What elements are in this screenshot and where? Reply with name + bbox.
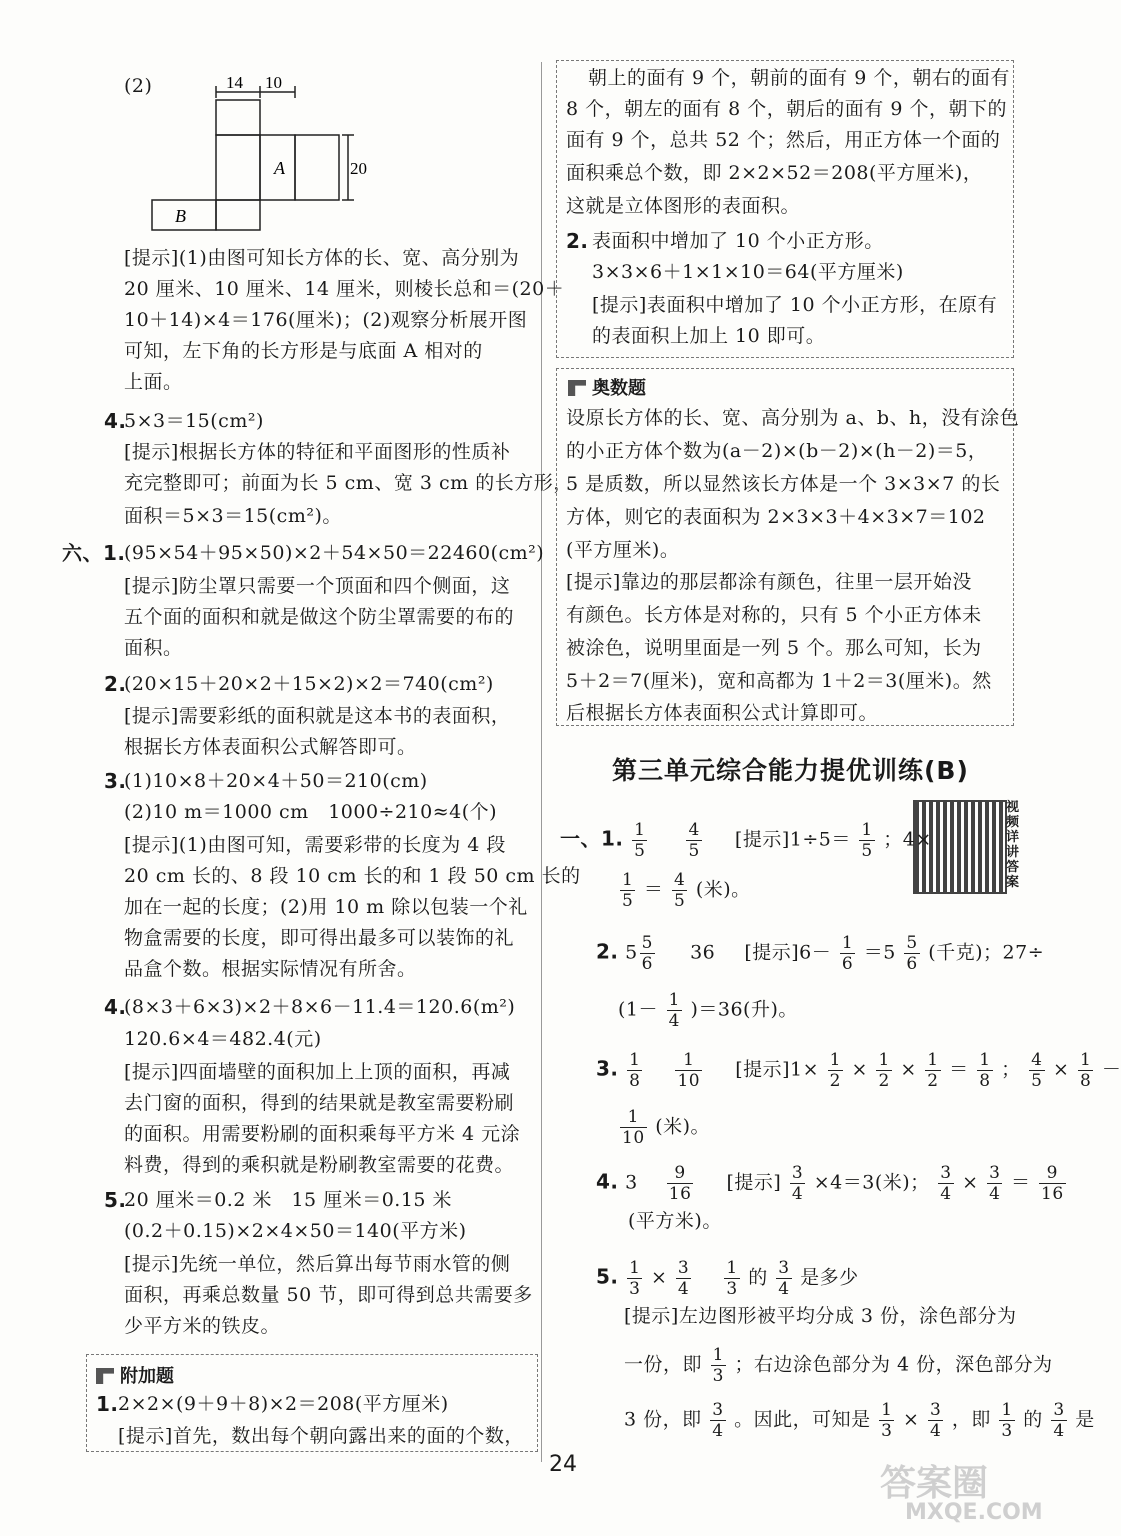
hint-line: [提示]根据长方体的特征和平面图形的性质补	[124, 441, 511, 463]
fraction: $\frac{1}{10}$	[677, 1050, 701, 1091]
hint-line: 20 厘米、10 厘米、14 厘米，则棱长总和＝(20＋	[124, 278, 565, 300]
dim-20-label: 20	[350, 159, 367, 178]
hint-line: 上面。	[124, 371, 183, 393]
answer-line: 3×3×6＋1×1×10＝64(平方厘米)	[592, 261, 904, 283]
hint-line: 物盒需要的长度，即可得出最多可以装饰的礼	[124, 927, 515, 949]
figure-label: (2)	[124, 75, 153, 97]
hint-line: 料费，得到的乘积就是粉刷教室需要的花费。	[124, 1154, 515, 1176]
fraction: $\frac{1}{2}$	[878, 1050, 890, 1091]
answer-line: 2×2×(9＋9＋8)×2＝208(平方厘米)	[118, 1393, 449, 1415]
hint-line: 品盒个数。根据实际情况有所舍。	[124, 958, 417, 980]
fraction: $\frac{1}{3}$	[712, 1345, 724, 1386]
answer-row: 一、1. $\frac{1}{5}$ $\frac{4}{5}$ [提示]1÷5＝ $\frac{1}{5}$ ；4×	[560, 820, 932, 861]
fraction: $\frac{3}{4}$	[989, 1163, 1001, 1204]
question-number: 2.	[566, 229, 589, 253]
hint-line: [提示](1)由图可知，需要彩带的长度为 4 段	[124, 834, 506, 856]
answer-row: 2. 5 $\frac{5}{6}$ 36 [提示]6－ $\frac{1}{6}$ ＝5 $\frac{5}{6}$ (千克)；27÷	[596, 933, 1045, 974]
answer-line: (20×15＋20×2＋15×2)×2＝740(cm²)	[124, 673, 494, 695]
fraction: $\frac{1}{3}$	[629, 1258, 641, 1299]
hint-line: 五个面的面积和就是做这个防尘罩需要的布的	[124, 606, 515, 628]
hint-line: [提示]四面墙壁的面积加上上顶的面积，再减	[124, 1061, 511, 1083]
fraction: $\frac{9}{16}$	[668, 1163, 692, 1204]
answer-line: (1)10×8＋20×4＋50＝210(cm)	[124, 770, 428, 792]
hint-line: 5＋2＝7(厘米)，宽和高都为 1＋2＝3(厘米)。然	[566, 670, 992, 692]
olympiad-title: 奥数题	[568, 374, 646, 400]
hint-line: 充完整即可；前面为长 5 cm、宽 3 cm 的长方形，	[124, 472, 573, 494]
question-number: 3.	[104, 769, 127, 793]
answer-row: (平方米)。	[628, 1210, 722, 1232]
hint-line: 少平方米的铁皮。	[124, 1315, 281, 1337]
answer-line: (0.2＋0.15)×2×4×50＝140(平方米)	[124, 1220, 467, 1242]
answer-line: 120.6×4＝482.4(元)	[124, 1028, 322, 1050]
fraction: $\frac{1}{3}$	[1001, 1400, 1013, 1441]
question-number: 5.	[104, 1188, 127, 1212]
dim-10-label: 10	[265, 73, 282, 92]
unfolded-cuboid-figure	[150, 70, 380, 240]
hint-line: [提示]需要彩纸的面积就是这本书的表面积，	[124, 705, 511, 727]
hint-line: 3 份，即 $\frac{3}{4}$ 。因此，可知是 $\frac{1}{3}$ × $\frac{3}{4}$ ，即 $\frac{1}{3}$ 的 $\frac{3}{4}$ 是	[624, 1400, 1095, 1441]
text-line: 设原长方体的长、宽、高分别为 a、b、h，没有涂色	[566, 407, 1020, 429]
unit-title: 第三单元综合能力提优训练(B)	[612, 756, 969, 785]
section-icon	[96, 1368, 114, 1384]
hint-line: 加在一起的长度；(2)用 10 m 除以包装一个礼	[124, 896, 528, 918]
hint-line: 被涂色，说明里面是一列 5 个。那么可知，长为	[566, 637, 982, 659]
fraction: $\frac{3}{4}$	[1053, 1400, 1065, 1441]
fraction: $\frac{1}{2}$	[927, 1050, 939, 1091]
watermark-url: MXQE.COM	[905, 1500, 1043, 1525]
column-divider	[541, 62, 542, 1462]
question-number: 4.	[104, 409, 127, 433]
fraction: $\frac{1}{5}$	[634, 820, 646, 861]
text-line: 朝上的面有 9 个，朝前的面有 9 个，朝右的面有	[588, 67, 1010, 89]
fraction: $\frac{4}{5}$	[673, 870, 686, 911]
fraction: $\frac{3}{4}$	[712, 1400, 724, 1441]
hint-line: [提示]靠边的那层都涂有颜色，往里一层开始没	[566, 571, 972, 593]
text-line: 8 个，朝左的面有 8 个，朝后的面有 9 个，朝下的	[566, 98, 1007, 120]
hint-line: [提示]首先，数出每个朝向露出来的面的个数，	[118, 1425, 524, 1447]
hint-line: 后根据长方体表面积公式计算即可。	[566, 702, 879, 724]
section-icon	[568, 380, 586, 396]
fraction: $\frac{3}{4}$	[940, 1163, 952, 1204]
fraction: $\frac{5}{6}$	[641, 933, 653, 974]
answer-line: 5×3＝15(cm²)	[124, 410, 264, 432]
answer-row: 4. 3 $\frac{9}{16}$ [提示] $\frac{3}{4}$ ×4＝3(米)； $\frac{3}{4}$ × $\frac{3}{4}$ ＝ $\frac{9}{16}$	[596, 1163, 1064, 1204]
hint-line: 面积＝5×3＝15(cm²)。	[124, 505, 342, 527]
fraction: $\frac{1}{5}$	[622, 870, 634, 911]
hint-line: 可知，左下角的长方形是与底面 A 相对的	[124, 340, 483, 362]
text-line: (平方厘米)。	[566, 539, 680, 561]
fraction: $\frac{1}{8}$	[1080, 1050, 1092, 1091]
fraction: $\frac{1}{8}$	[629, 1050, 641, 1091]
hint-line: [提示]左边图形被平均分成 3 份，涂色部分为	[624, 1305, 1017, 1327]
hint-line: 10＋14)×4＝176(厘米)；(2)观察分析展开图	[124, 309, 528, 331]
answer-line: 表面积中增加了 10 个小正方形。	[592, 230, 884, 252]
fraction: $\frac{1}{6}$	[841, 933, 854, 974]
hint-line: [提示]先统一单位，然后算出每节雨水管的侧	[124, 1253, 511, 1275]
fraction: $\frac{1}{3}$	[726, 1258, 738, 1299]
fraction: $\frac{1}{4}$	[668, 990, 680, 1031]
fraction: $\frac{1}{5}$	[861, 820, 873, 861]
answer-line: (95×54＋95×50)×2＋54×50＝22460(cm²)	[124, 542, 545, 564]
hint-line: 面积，再乘总数量 50 节，即可得到总共需要多	[124, 1284, 533, 1306]
text-line: 面有 9 个，总共 52 个；然后，用正方体一个面的	[566, 129, 1001, 151]
fraction: $\frac{4}{5}$	[688, 820, 700, 861]
question-number: 4.	[104, 995, 127, 1019]
question-number: 2.	[104, 672, 127, 696]
answer-row: (1－ $\frac{1}{4}$ )＝36(升)。	[618, 990, 798, 1031]
answer-line: (2)10 m＝1000 cm 1000÷210≈4(个)	[124, 801, 498, 823]
text-line: 方体，则它的表面积为 2×3×3＋4×3×7＝102	[566, 506, 986, 528]
page-number: 24	[549, 1452, 577, 1477]
hint-line: 去门窗的面积，得到的结果就是教室需要粉刷	[124, 1092, 515, 1114]
hint-line: 20 cm 长的、8 段 10 cm 长的和 1 段 50 cm 长的	[124, 865, 581, 887]
text-line: 5 是质数，所以显然该长方体是一个 3×3×7 的长	[566, 473, 1001, 495]
section-number: 六、1.	[62, 541, 126, 565]
answer-row: 5. $\frac{1}{3}$ × $\frac{3}{4}$ $\frac{1}{3}$ 的 $\frac{3}{4}$ 是多少	[596, 1258, 859, 1299]
hint-line: 的表面积上加上 10 即可。	[592, 325, 826, 347]
extra-question-title: 附加题	[96, 1362, 174, 1388]
hint-line: [提示]表面积中增加了 10 个小正方形，在原有	[592, 294, 998, 316]
dim-14-label: 14	[226, 73, 243, 92]
fraction: $\frac{4}{5}$	[1031, 1050, 1043, 1091]
text-line: 的小正方体个数为(a－2)×(b－2)×(h－2)＝5，	[566, 440, 988, 462]
fraction: $\frac{1}{3}$	[881, 1400, 893, 1441]
label-b: B	[175, 206, 186, 226]
hint-line: 的面积。用需要粉刷的面积乘每平方米 4 元涂	[124, 1123, 521, 1145]
watermark-logo: 答案圈	[880, 1463, 989, 1504]
hint-line: 一份，即 $\frac{1}{3}$ ；右边涂色部分为 4 份，深色部分为	[624, 1345, 1053, 1386]
answer-row: $\frac{1}{10}$ (米)。	[622, 1107, 711, 1148]
fraction: $\frac{3}{4}$	[677, 1258, 690, 1299]
fraction: $\frac{3}{4}$	[791, 1163, 804, 1204]
fraction: $\frac{1}{2}$	[829, 1050, 841, 1091]
qr-caption: 视频详讲答案	[1006, 800, 1020, 890]
question-number: 1.	[96, 1392, 119, 1416]
fraction: $\frac{5}{6}$	[906, 933, 918, 974]
fraction: $\frac{1}{8}$	[979, 1050, 991, 1091]
answer-line: (8×3＋6×3)×2＋8×6－11.4＝120.6(m²)	[124, 996, 516, 1018]
text-line: 这就是立体图形的表面积。	[566, 195, 801, 217]
answer-line: 20 厘米＝0.2 米 15 厘米＝0.15 米	[124, 1189, 453, 1211]
hint-line: 面积。	[124, 637, 183, 659]
fraction: $\frac{9}{16}$	[1041, 1163, 1064, 1204]
text-line: 面积乘总个数，即 2×2×52＝208(平方厘米)，	[566, 162, 983, 184]
hint-line: [提示]防尘罩只需要一个顶面和四个侧面，这	[124, 575, 511, 597]
fraction: $\frac{3}{4}$	[929, 1400, 942, 1441]
label-a: A	[274, 158, 285, 178]
hint-line: [提示](1)由图可知长方体的长、宽、高分别为	[124, 247, 520, 269]
answer-row: 3. $\frac{1}{8}$ $\frac{1}{10}$ [提示]1× $\frac{1}{2}$ × $\frac{1}{2}$ × $\frac{1}{2}$ ＝ $\frac{1}{8}$ ； $\frac{4}{5}$ × $\frac{1}{8}$ －	[596, 1050, 1121, 1091]
answer-row: $\frac{1}{5}$ ＝ $\frac{4}{5}$ (米)。	[622, 870, 751, 911]
hint-line: 根据长方体表面积公式解答即可。	[124, 736, 417, 758]
fraction: $\frac{3}{4}$	[778, 1258, 790, 1299]
hint-line: 有颜色。长方体是对称的，只有 5 个小正方体未	[566, 604, 982, 626]
fraction: $\frac{1}{10}$	[622, 1107, 645, 1148]
